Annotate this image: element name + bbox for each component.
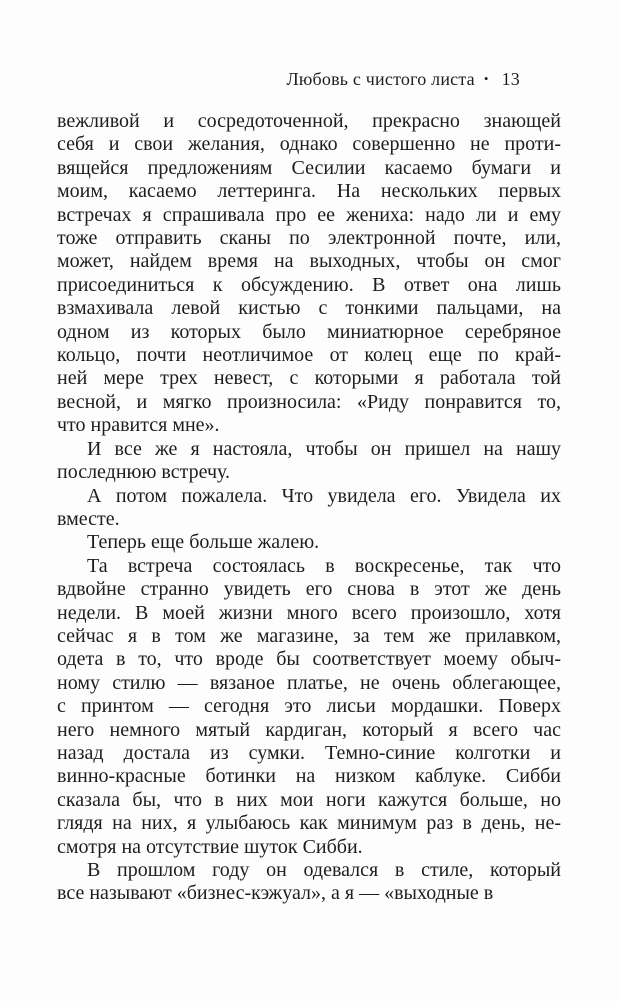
paragraph <box>57 859 561 906</box>
text-line: него немного мятый кардиган, который я всего час <box>57 718 561 741</box>
text-line: себя и свои желания, однако совершенно не проти- <box>57 133 561 156</box>
text-line: сказала бы, что в них мои ноги кажутся больше, но <box>57 788 561 811</box>
running-head <box>286 69 520 90</box>
text-line: моим, касаемо леттеринга. На нескольких первых <box>57 180 561 203</box>
text-line: А потом пожалела. Что увидела его. Увидела их <box>87 484 561 507</box>
text-line: присоединиться к обсуждению. В ответ она лишь <box>57 273 561 296</box>
paragraph <box>57 110 561 438</box>
text-line: взмахивала левой кистью с тонкими пальцами, на <box>57 297 561 320</box>
paragraph <box>57 531 561 554</box>
text-line: ному стилю — вязаное платье, не очень облегающее, <box>57 671 561 694</box>
page-number: 13 <box>501 69 520 89</box>
paragraph <box>57 555 561 859</box>
text-line: смотря на отсутствие шуток Сибби. <box>57 835 363 858</box>
paragraph <box>57 485 561 532</box>
text-line: вящейся предложениям Сесилии касаемо бумаги и <box>57 156 561 179</box>
text-line: встречах я спрашивала про ее жениха: надо ли и ему <box>57 203 561 226</box>
text-line: тоже отправить сканы по электронной почте, или, <box>57 227 561 250</box>
running-title: Любовь с чистого листа <box>286 69 475 89</box>
text-line: ней мере трех невест, с которыми я работала той <box>57 367 561 390</box>
text-line: назад достала из сумки. Темно-синие колготки и <box>57 741 561 764</box>
text-line: И все же я настояла, чтобы он пришел на нашу <box>87 437 561 460</box>
text-line: вместе. <box>57 507 120 530</box>
text-line: может, найдем время на выходных, чтобы он смог <box>57 250 561 273</box>
text-line: винно-красные ботинки на низком каблуке. Сибби <box>57 765 561 788</box>
text-line: В прошлом году он одевался в стиле, который <box>87 859 561 881</box>
text-line: вежливой и сосредоточенной, прекрасно знающей <box>57 110 561 132</box>
text-line: все называют «бизнес-кэжуал», а я — «выходные в <box>57 882 494 905</box>
bullet-separator-icon: • <box>483 71 489 86</box>
body-text <box>57 110 561 906</box>
text-line: недели. В моей жизни много всего произошло, хотя <box>57 601 561 624</box>
text-line: с принтом — сегодня это лисьи мордашки. Поверх <box>57 695 561 718</box>
text-line: одета в то, что вроде бы соответствует моему обыч- <box>57 648 561 671</box>
text-line: сейчас я в том же магазине, за тем же прилавком, <box>57 624 561 647</box>
text-line: вдвойне странно увидеть его снова в этот же день <box>57 578 561 601</box>
text-line: последнюю встречу. <box>57 461 231 484</box>
text-line: одном из которых было миниатюрное серебряное <box>57 320 561 343</box>
text-line: кольцо, почти неотличимое от колец еще по край- <box>57 344 561 367</box>
text-line: глядя на них, я улыбаюсь как минимум раз в день, не- <box>57 812 561 835</box>
text-line: Та встреча состоялась в воскресенье, так что <box>87 554 561 577</box>
text-line: весной, и мягко произносила: «Риду понравится то, <box>57 390 561 413</box>
text-line: Теперь еще больше жалею. <box>87 531 320 554</box>
text-line: что нравится мне». <box>57 414 220 437</box>
paragraph <box>57 438 561 485</box>
